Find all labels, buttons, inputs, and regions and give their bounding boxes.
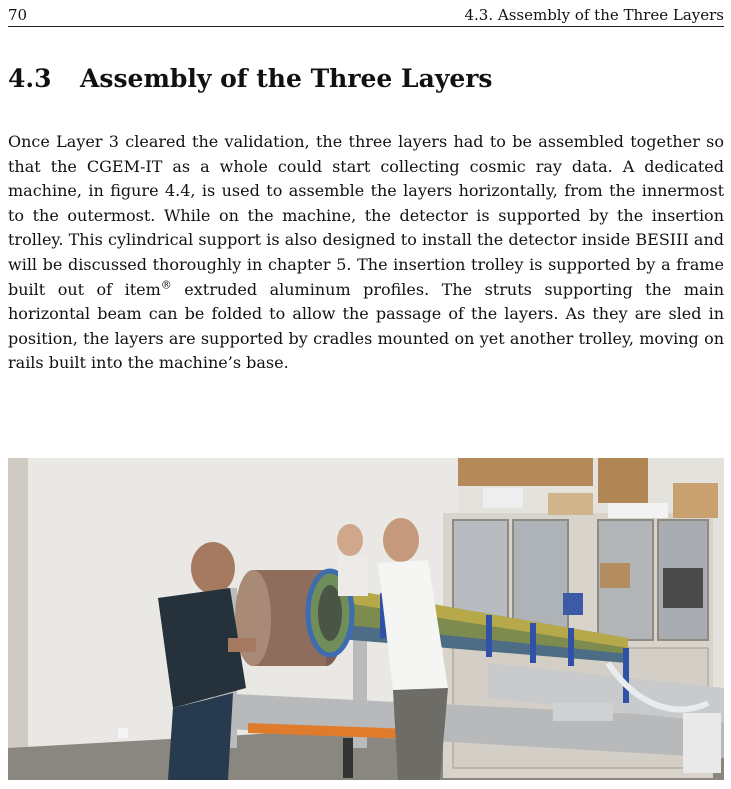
photo-illustration (8, 458, 724, 780)
running-header (8, 4, 724, 27)
section-title: Assembly of the Three Layers (80, 64, 493, 93)
section-number: 4.3 (8, 64, 52, 93)
registered-mark: ® (160, 278, 172, 292)
assembly-machine-photo (8, 458, 724, 780)
paragraph-text-part2: extruded aluminum profiles. The struts supporting the main horizontal beam can be folded to allow the passage of the layers. As they are sled in position, the layers are supported by cradles mounted on yet another trolley, moving on rails built into the machine’s base. (8, 279, 725, 373)
section-heading (8, 60, 493, 98)
page-number: 70 (8, 6, 28, 24)
body-paragraph (8, 130, 724, 376)
paragraph-text-part1: Once Layer 3 cleared the validation, the three layers had to be assembled together so that the CGEM-IT as a whole could start collecting cosmic ray data. A dedicated machine, in figure 4.4, is used to assemble the layers horizontally, from the innermost to the outermost. While on the machine, the detector is supported by the insertion trolley. This cylindrical support is also designed to install the detector inside BESIII and will be discussed thoroughly in chapter 5. The insertion trolley is supported by a frame built out of item (8, 132, 724, 299)
running-title: 4.3. Assembly of the Three Layers (464, 6, 724, 24)
